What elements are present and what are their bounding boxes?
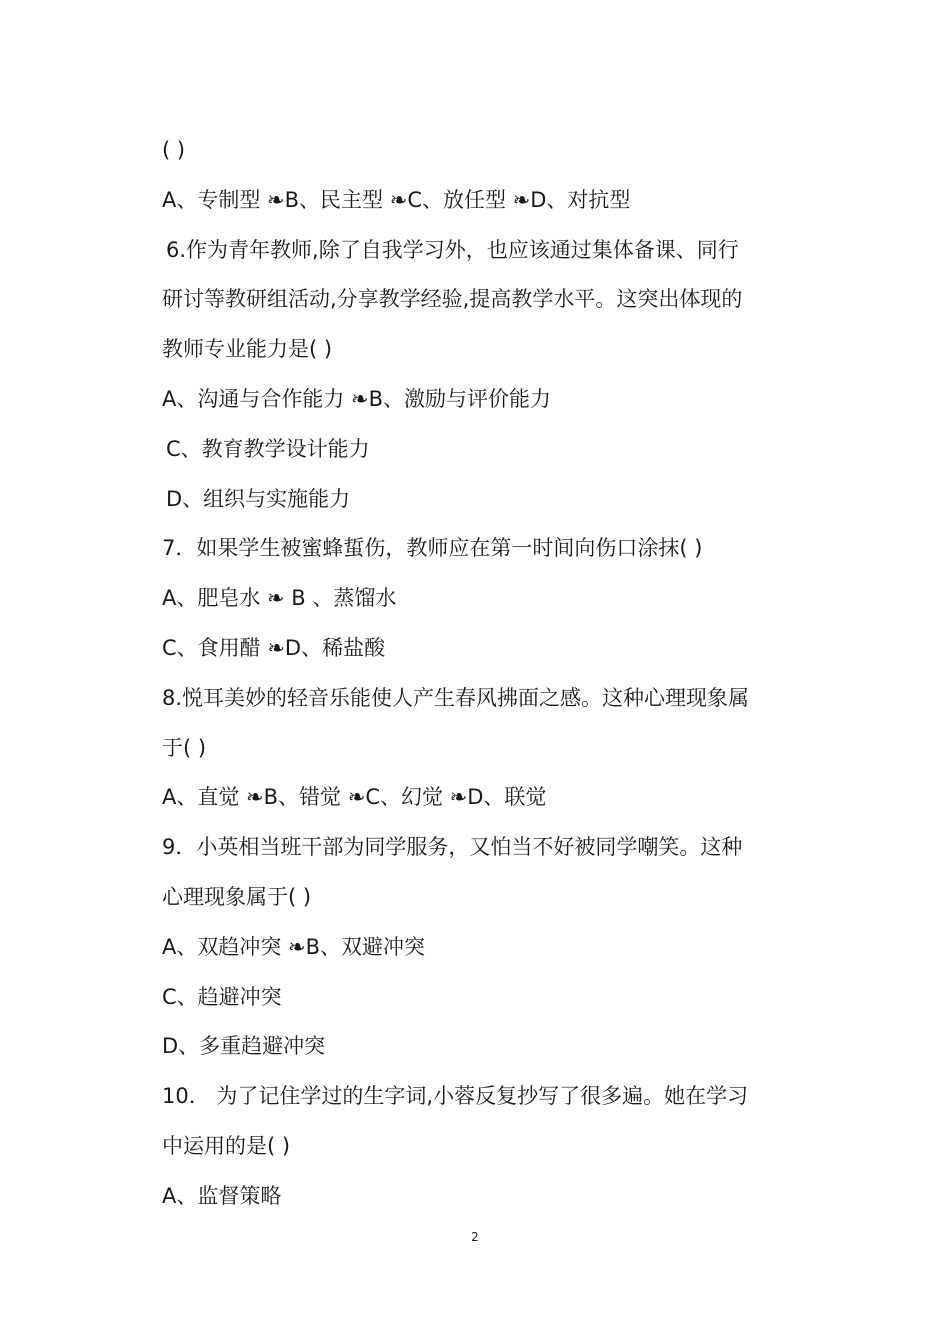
question-10-line-1: 10． 为了记住学过的生字词,小蓉反复抄写了很多遍。她在学习 (162, 1084, 749, 1109)
question-8-options: A、直觉 ❧B、错觉 ❧C、幻觉 ❧D、联觉 (162, 785, 547, 810)
question-9-option-d: D、多重趋避冲突 (162, 1034, 326, 1059)
page-number: 2 (471, 1230, 479, 1244)
question-10-line-2: 中运用的是( ) (162, 1133, 291, 1158)
question-9-option-c: C、趋避冲突 (162, 984, 282, 1009)
page-content (162, 126, 802, 1222)
question-6-option-d: D、组织与实施能力 (166, 486, 351, 511)
question-7: 7．如果学生被蜜蜂蜇伤，教师应在第一时间向伤口涂抹( ) (162, 536, 703, 561)
question-9-options-ab: A、双趋冲突 ❧B、双避冲突 (162, 934, 426, 959)
question-6-option-c: C、教育教学设计能力 (166, 436, 370, 461)
question-6-line-3: 教师专业能力是( ) (162, 337, 333, 362)
question-6-line-1: 6.作为青年教师,除了自我学习外，也应该通过集体备课、同行 (166, 237, 739, 262)
question-8-line-1: 8.悦耳美妙的轻音乐能使人产生春风拂面之感。这种心理现象属 (162, 685, 750, 710)
question-10-option-a: A、监督策略 (162, 1183, 282, 1208)
question-9-line-1: 9．小英相当班干部为同学服务，又怕当不好被同学嘲笑。这种 (162, 835, 743, 860)
text-line-1: ( ) (162, 138, 186, 162)
question-7-options-cd: C、食用醋 ❧D、稀盐酸 (162, 635, 386, 660)
question-6-options-ab: A、沟通与合作能力 ❧B、激励与评价能力 (162, 386, 552, 411)
question-8-line-2: 于( ) (162, 735, 207, 760)
question-9-line-2: 心理现象属于( ) (162, 884, 312, 909)
question-7-options-ab: A、肥皂水 ❧ B 、蒸馏水 (162, 586, 397, 611)
question-6-line-2: 研讨等教研组活动,分享教学经验,提高教学水平。这突出体现的 (162, 287, 743, 312)
text-line-2: A、专制型 ❧B、民主型 ❧C、放任型 ❧D、对抗型 (162, 187, 631, 212)
